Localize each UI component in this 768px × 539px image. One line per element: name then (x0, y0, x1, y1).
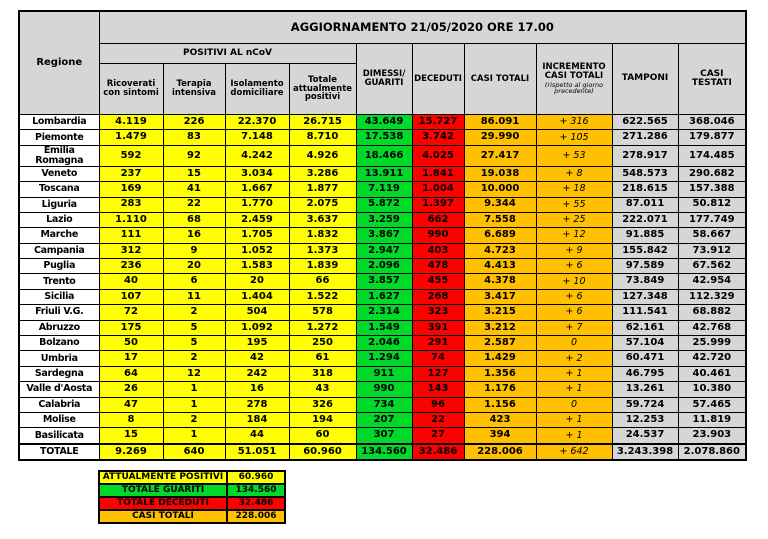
cell-tamponi: 622.565 (612, 115, 678, 130)
cell-deceduti: 455 (412, 274, 464, 289)
cell-ricoverati: 64 (99, 366, 163, 381)
cell-terapia-intensiva: 1 (163, 397, 225, 412)
cell-ricoverati: 47 (99, 397, 163, 412)
cell-isolamento: 3.034 (225, 166, 289, 181)
legend-value: 32.486 (227, 497, 285, 510)
cell-casi-testati: 174.485 (678, 145, 746, 166)
cell-ricoverati: 17 (99, 351, 163, 366)
cell-terapia-intensiva: 68 (163, 212, 225, 227)
table-header (19, 11, 746, 115)
region-name: Marche (19, 228, 99, 243)
cell-casi-testati: 177.749 (678, 212, 746, 227)
cell-totale-positivi: 3.637 (289, 212, 356, 227)
col-header-deceduti: DECEDUTI (412, 44, 464, 115)
cell-casi-testati: 290.682 (678, 166, 746, 181)
legend-value: 228.006 (227, 510, 285, 523)
cell-terapia-intensiva: 226 (163, 115, 225, 130)
cell-casi-totali: 1.356 (464, 366, 536, 381)
cell-totale-positivi: 8.710 (289, 130, 356, 145)
cell-totale-positivi: 578 (289, 305, 356, 320)
incremento-header-note: (rispetto al giorno precedente) (544, 80, 604, 96)
cell-casi-testati: 42.720 (678, 351, 746, 366)
region-name: Trento (19, 274, 99, 289)
cell-incremento: + 53 (536, 145, 612, 166)
cell-casi-testati: 67.562 (678, 259, 746, 274)
cell-deceduti: 478 (412, 259, 464, 274)
cell-totale-positivi: 250 (289, 336, 356, 351)
cell-dimessi-guariti: 2.096 (356, 259, 412, 274)
cell-totale-positivi: 26.715 (289, 115, 356, 130)
region-name: Calabria (19, 397, 99, 412)
cell-dimessi-guariti: 1.549 (356, 320, 412, 335)
cell-deceduti: 15.727 (412, 115, 464, 130)
cell-casi-totali: 1.176 (464, 382, 536, 397)
region-name: Valle d'Aosta (19, 382, 99, 397)
cell-ricoverati: 169 (99, 182, 163, 197)
cell-dimessi-guariti: 134.560 (356, 444, 412, 460)
cell-isolamento: 1.583 (225, 259, 289, 274)
cell-incremento: + 642 (536, 444, 612, 460)
cell-deceduti: 3.742 (412, 130, 464, 145)
cell-incremento: + 105 (536, 130, 612, 145)
cell-terapia-intensiva: 20 (163, 259, 225, 274)
region-row (19, 336, 746, 351)
region-row (19, 243, 746, 258)
cell-totale-positivi: 66 (289, 274, 356, 289)
region-row (19, 320, 746, 335)
region-column-header: Regione (19, 11, 99, 115)
cell-ricoverati: 237 (99, 166, 163, 181)
cell-isolamento: 16 (225, 382, 289, 397)
cell-terapia-intensiva: 15 (163, 166, 225, 181)
cell-isolamento: 278 (225, 397, 289, 412)
cell-dimessi-guariti: 1.294 (356, 351, 412, 366)
cell-isolamento: 51.051 (225, 444, 289, 460)
cell-casi-totali: 2.587 (464, 336, 536, 351)
cell-dimessi-guariti: 3.857 (356, 274, 412, 289)
cell-terapia-intensiva: 9 (163, 243, 225, 258)
cell-incremento: + 1 (536, 366, 612, 381)
incremento-header-label: INCREMENTO CASI TOTALI (542, 61, 606, 81)
cell-totale-positivi: 60 (289, 428, 356, 444)
cell-dimessi-guariti: 2.046 (356, 336, 412, 351)
cell-incremento: + 9 (536, 243, 612, 258)
cell-isolamento: 1.092 (225, 320, 289, 335)
cell-totale-positivi: 318 (289, 366, 356, 381)
col-header-totale-positivi: Totale attualmente positivi (289, 64, 356, 115)
cell-casi-totali: 1.429 (464, 351, 536, 366)
cell-casi-totali: 9.344 (464, 197, 536, 212)
cell-casi-totali: 10.000 (464, 182, 536, 197)
cell-casi-testati: 25.999 (678, 336, 746, 351)
region-row (19, 182, 746, 197)
cell-casi-totali: 394 (464, 428, 536, 444)
cell-casi-totali: 29.990 (464, 130, 536, 145)
cell-casi-testati: 68.882 (678, 305, 746, 320)
cell-incremento: + 1 (536, 412, 612, 427)
cell-incremento: + 18 (536, 182, 612, 197)
col-header-ricoverati: Ricoverati con sintomi (99, 64, 163, 115)
cell-tamponi: 127.348 (612, 289, 678, 304)
cell-casi-testati: 11.819 (678, 412, 746, 427)
cell-casi-testati: 157.388 (678, 182, 746, 197)
region-name: Molise (19, 412, 99, 427)
cell-casi-testati: 112.329 (678, 289, 746, 304)
cell-isolamento: 1.404 (225, 289, 289, 304)
cell-dimessi-guariti: 43.649 (356, 115, 412, 130)
cell-incremento: 0 (536, 336, 612, 351)
cell-dimessi-guariti: 3.867 (356, 228, 412, 243)
cell-terapia-intensiva: 92 (163, 145, 225, 166)
region-row (19, 289, 746, 304)
cell-totale-positivi: 1.839 (289, 259, 356, 274)
cell-totale-positivi: 1.832 (289, 228, 356, 243)
cell-terapia-intensiva: 5 (163, 320, 225, 335)
cell-casi-testati: 368.046 (678, 115, 746, 130)
cell-casi-testati: 50.812 (678, 197, 746, 212)
col-header-terapia-intensiva: Terapia intensiva (163, 64, 225, 115)
region-name: Basilicata (19, 428, 99, 444)
cell-deceduti: 391 (412, 320, 464, 335)
region-name: Liguria (19, 197, 99, 212)
legend-row (99, 497, 285, 510)
legend-row (99, 484, 285, 497)
cell-isolamento: 2.459 (225, 212, 289, 227)
cell-casi-totali: 1.156 (464, 397, 536, 412)
region-name: Toscana (19, 182, 99, 197)
cell-totale-positivi: 1.522 (289, 289, 356, 304)
cell-ricoverati: 15 (99, 428, 163, 444)
cell-casi-totali: 19.038 (464, 166, 536, 181)
cell-casi-totali: 3.417 (464, 289, 536, 304)
region-name: Piemonte (19, 130, 99, 145)
cell-ricoverati: 50 (99, 336, 163, 351)
cell-dimessi-guariti: 3.259 (356, 212, 412, 227)
cell-tamponi: 59.724 (612, 397, 678, 412)
region-name: Friuli V.G. (19, 305, 99, 320)
cell-incremento: + 7 (536, 320, 612, 335)
cell-deceduti: 1.004 (412, 182, 464, 197)
cell-tamponi: 155.842 (612, 243, 678, 258)
cell-tamponi: 222.071 (612, 212, 678, 227)
region-row (19, 274, 746, 289)
cell-terapia-intensiva: 16 (163, 228, 225, 243)
cell-incremento: 0 (536, 397, 612, 412)
cell-incremento: + 6 (536, 305, 612, 320)
legend-value: 60.960 (227, 471, 285, 484)
col-header-isolamento: Isolamento domiciliare (225, 64, 289, 115)
cell-incremento: + 10 (536, 274, 612, 289)
cell-tamponi: 60.471 (612, 351, 678, 366)
cell-tamponi: 91.885 (612, 228, 678, 243)
cell-deceduti: 96 (412, 397, 464, 412)
region-row (19, 166, 746, 181)
cell-deceduti: 291 (412, 336, 464, 351)
cell-tamponi: 62.161 (612, 320, 678, 335)
cell-casi-totali: 3.215 (464, 305, 536, 320)
cell-casi-testati: 73.912 (678, 243, 746, 258)
cell-ricoverati: 72 (99, 305, 163, 320)
cell-incremento: + 1 (536, 382, 612, 397)
cell-ricoverati: 107 (99, 289, 163, 304)
total-row-label: TOTALE (19, 444, 99, 460)
cell-terapia-intensiva: 5 (163, 336, 225, 351)
cell-casi-testati: 23.903 (678, 428, 746, 444)
cell-casi-totali: 228.006 (464, 444, 536, 460)
cell-terapia-intensiva: 11 (163, 289, 225, 304)
cell-isolamento: 20 (225, 274, 289, 289)
region-row (19, 145, 746, 166)
region-name: Campania (19, 243, 99, 258)
col-header-tamponi: TAMPONI (612, 44, 678, 115)
cell-casi-totali: 7.558 (464, 212, 536, 227)
cell-totale-positivi: 194 (289, 412, 356, 427)
cell-casi-totali: 4.723 (464, 243, 536, 258)
cell-ricoverati: 1.479 (99, 130, 163, 145)
cell-tamponi: 46.795 (612, 366, 678, 381)
region-name: Bolzano (19, 336, 99, 351)
cell-isolamento: 1.667 (225, 182, 289, 197)
region-name: Umbria (19, 351, 99, 366)
cell-totale-positivi: 43 (289, 382, 356, 397)
cell-totale-positivi: 326 (289, 397, 356, 412)
cell-tamponi: 278.917 (612, 145, 678, 166)
cell-terapia-intensiva: 2 (163, 305, 225, 320)
summary-legend (98, 470, 286, 524)
cell-ricoverati: 40 (99, 274, 163, 289)
cell-deceduti: 127 (412, 366, 464, 381)
cell-totale-positivi: 1.373 (289, 243, 356, 258)
cell-totale-positivi: 3.286 (289, 166, 356, 181)
region-row (19, 382, 746, 397)
cell-deceduti: 4.025 (412, 145, 464, 166)
total-row (19, 444, 746, 460)
cell-tamponi: 12.253 (612, 412, 678, 427)
col-header-dimessi-guariti: DIMESSI/ GUARITI (356, 44, 412, 115)
legend-row (99, 510, 285, 523)
cell-deceduti: 403 (412, 243, 464, 258)
table-title: AGGIORNAMENTO 21/05/2020 ORE 17.00 (99, 11, 746, 44)
cell-totale-positivi: 60.960 (289, 444, 356, 460)
cell-terapia-intensiva: 2 (163, 412, 225, 427)
covid-report-table (18, 10, 747, 461)
cell-totale-positivi: 4.926 (289, 145, 356, 166)
region-row (19, 397, 746, 412)
cell-incremento: + 8 (536, 166, 612, 181)
region-name: Puglia (19, 259, 99, 274)
region-name: Veneto (19, 166, 99, 181)
cell-deceduti: 27 (412, 428, 464, 444)
cell-isolamento: 1.052 (225, 243, 289, 258)
cell-dimessi-guariti: 17.538 (356, 130, 412, 145)
cell-ricoverati: 4.119 (99, 115, 163, 130)
cell-casi-totali: 6.689 (464, 228, 536, 243)
legend-row (99, 471, 285, 484)
cell-isolamento: 184 (225, 412, 289, 427)
cell-casi-testati: 57.465 (678, 397, 746, 412)
region-row (19, 115, 746, 130)
col-header-incremento (536, 44, 612, 115)
legend-label: CASI TOTALI (99, 510, 227, 523)
cell-ricoverati: 26 (99, 382, 163, 397)
region-name: Sardegna (19, 366, 99, 381)
region-row (19, 130, 746, 145)
cell-deceduti: 74 (412, 351, 464, 366)
cell-deceduti: 32.486 (412, 444, 464, 460)
cell-casi-testati: 42.954 (678, 274, 746, 289)
cell-casi-testati: 2.078.860 (678, 444, 746, 460)
legend-label: TOTALE GUARITI (99, 484, 227, 497)
cell-tamponi: 97.589 (612, 259, 678, 274)
region-row (19, 366, 746, 381)
cell-deceduti: 143 (412, 382, 464, 397)
cell-casi-testati: 58.667 (678, 228, 746, 243)
cell-terapia-intensiva: 22 (163, 197, 225, 212)
cell-dimessi-guariti: 7.119 (356, 182, 412, 197)
cell-incremento: + 12 (536, 228, 612, 243)
cell-isolamento: 195 (225, 336, 289, 351)
region-row (19, 228, 746, 243)
cell-casi-testati: 10.380 (678, 382, 746, 397)
cell-terapia-intensiva: 83 (163, 130, 225, 145)
region-row (19, 212, 746, 227)
cell-dimessi-guariti: 307 (356, 428, 412, 444)
region-row (19, 305, 746, 320)
cell-deceduti: 268 (412, 289, 464, 304)
cell-totale-positivi: 1.272 (289, 320, 356, 335)
cell-deceduti: 990 (412, 228, 464, 243)
cell-deceduti: 323 (412, 305, 464, 320)
cell-isolamento: 1.770 (225, 197, 289, 212)
cell-isolamento: 44 (225, 428, 289, 444)
cell-isolamento: 42 (225, 351, 289, 366)
legend-label: ATTUALMENTE POSITIVI (99, 471, 227, 484)
cell-tamponi: 73.849 (612, 274, 678, 289)
cell-tamponi: 218.615 (612, 182, 678, 197)
legend-value: 134.560 (227, 484, 285, 497)
cell-terapia-intensiva: 640 (163, 444, 225, 460)
cell-tamponi: 548.573 (612, 166, 678, 181)
cell-tamponi: 24.537 (612, 428, 678, 444)
cell-incremento: + 1 (536, 428, 612, 444)
cell-dimessi-guariti: 13.911 (356, 166, 412, 181)
cell-terapia-intensiva: 12 (163, 366, 225, 381)
cell-ricoverati: 111 (99, 228, 163, 243)
cell-tamponi: 57.104 (612, 336, 678, 351)
cell-terapia-intensiva: 2 (163, 351, 225, 366)
cell-incremento: + 316 (536, 115, 612, 130)
cell-dimessi-guariti: 5.872 (356, 197, 412, 212)
cell-ricoverati: 236 (99, 259, 163, 274)
cell-tamponi: 111.541 (612, 305, 678, 320)
cell-ricoverati: 592 (99, 145, 163, 166)
cell-isolamento: 504 (225, 305, 289, 320)
cell-tamponi: 3.243.398 (612, 444, 678, 460)
cell-dimessi-guariti: 911 (356, 366, 412, 381)
cell-isolamento: 4.242 (225, 145, 289, 166)
positivi-group-header: POSITIVI AL nCoV (99, 44, 356, 64)
cell-ricoverati: 9.269 (99, 444, 163, 460)
cell-casi-totali: 27.417 (464, 145, 536, 166)
table-body (19, 115, 746, 461)
cell-totale-positivi: 61 (289, 351, 356, 366)
cell-isolamento: 1.705 (225, 228, 289, 243)
region-row (19, 428, 746, 444)
cell-casi-totali: 86.091 (464, 115, 536, 130)
cell-casi-testati: 42.768 (678, 320, 746, 335)
cell-incremento: + 25 (536, 212, 612, 227)
region-name: Sicilia (19, 289, 99, 304)
cell-totale-positivi: 2.075 (289, 197, 356, 212)
legend-label: TOTALE DECEDUTI (99, 497, 227, 510)
cell-isolamento: 22.370 (225, 115, 289, 130)
cell-totale-positivi: 1.877 (289, 182, 356, 197)
region-name: Abruzzo (19, 320, 99, 335)
cell-ricoverati: 312 (99, 243, 163, 258)
cell-deceduti: 22 (412, 412, 464, 427)
region-name: Lazio (19, 212, 99, 227)
cell-incremento: + 2 (536, 351, 612, 366)
cell-incremento: + 55 (536, 197, 612, 212)
cell-isolamento: 7.148 (225, 130, 289, 145)
region-row (19, 197, 746, 212)
col-header-casi-totali: CASI TOTALI (464, 44, 536, 115)
cell-incremento: + 6 (536, 259, 612, 274)
cell-casi-testati: 40.461 (678, 366, 746, 381)
region-name: Emilia Romagna (19, 145, 99, 166)
cell-casi-testati: 179.877 (678, 130, 746, 145)
cell-tamponi: 13.261 (612, 382, 678, 397)
cell-deceduti: 1.397 (412, 197, 464, 212)
cell-terapia-intensiva: 6 (163, 274, 225, 289)
cell-ricoverati: 8 (99, 412, 163, 427)
legend-body (99, 471, 285, 523)
region-name: Lombardia (19, 115, 99, 130)
cell-dimessi-guariti: 734 (356, 397, 412, 412)
region-row (19, 259, 746, 274)
region-row (19, 351, 746, 366)
cell-ricoverati: 283 (99, 197, 163, 212)
cell-isolamento: 242 (225, 366, 289, 381)
cell-ricoverati: 1.110 (99, 212, 163, 227)
cell-tamponi: 87.011 (612, 197, 678, 212)
cell-dimessi-guariti: 2.314 (356, 305, 412, 320)
cell-dimessi-guariti: 2.947 (356, 243, 412, 258)
cell-incremento: + 6 (536, 289, 612, 304)
cell-casi-totali: 4.413 (464, 259, 536, 274)
cell-dimessi-guariti: 1.627 (356, 289, 412, 304)
cell-terapia-intensiva: 1 (163, 382, 225, 397)
cell-ricoverati: 175 (99, 320, 163, 335)
cell-terapia-intensiva: 41 (163, 182, 225, 197)
cell-casi-totali: 423 (464, 412, 536, 427)
region-row (19, 412, 746, 427)
cell-casi-totali: 4.378 (464, 274, 536, 289)
cell-dimessi-guariti: 207 (356, 412, 412, 427)
cell-deceduti: 1.841 (412, 166, 464, 181)
cell-casi-totali: 3.212 (464, 320, 536, 335)
cell-deceduti: 662 (412, 212, 464, 227)
cell-tamponi: 271.286 (612, 130, 678, 145)
cell-dimessi-guariti: 18.466 (356, 145, 412, 166)
cell-dimessi-guariti: 990 (356, 382, 412, 397)
cell-terapia-intensiva: 1 (163, 428, 225, 444)
col-header-casi-testati: CASI TESTATI (678, 44, 746, 115)
